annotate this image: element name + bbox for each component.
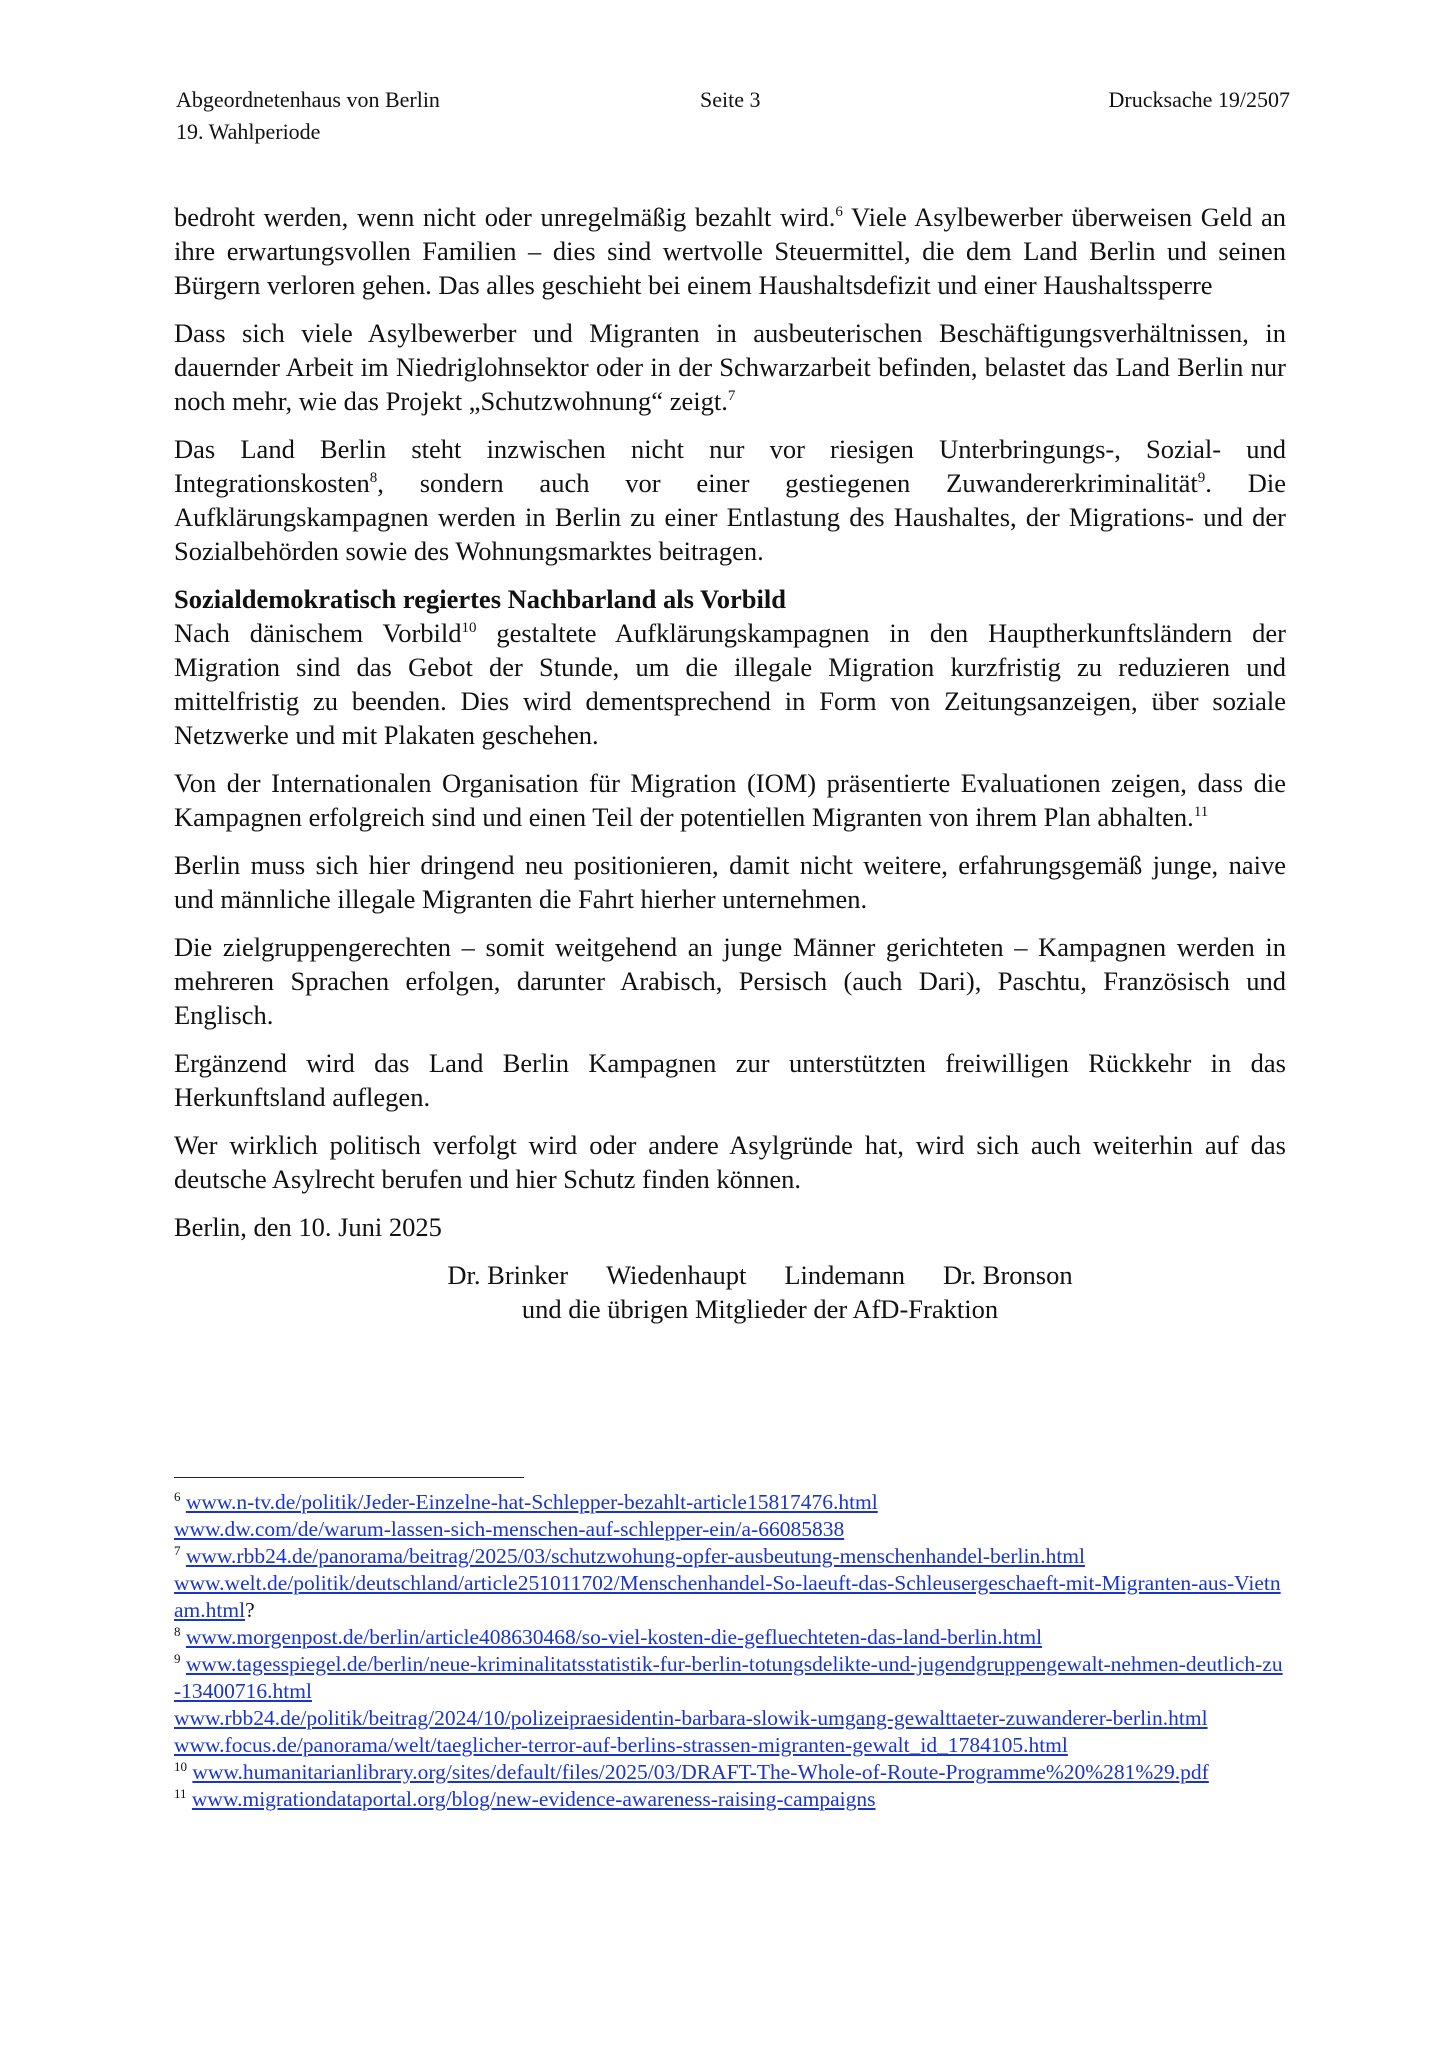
footnote-number: 9 [174,1650,181,1666]
footnote-link[interactable]: www.rbb24.de/panorama/beitrag/2025/03/schutzwohung-opfer-ausbeutung-menschenhandel-berlin.html [185,1544,1086,1568]
footnote-ref-11[interactable]: 11 [1193,804,1209,821]
footnote-number: 6 [174,1488,181,1504]
header-period: 19. Wahlperiode [176,119,321,144]
paragraph-1: bedroht werden, wenn nicht oder unregelmäßig bezahlt wird.$^6$ Viele Asylbewerber überweisen Geld an ihre erwartungsvollen Familien – dies sind wertvolle Steuermittel, die dem Land Berlin und seinen Bürgern verloren gehen. Das alles geschieht bei einem Haushaltsdefizit und einer Haushaltssperre [174,202,1286,300]
footnote-link[interactable]: www.welt.de/politik/deutschland/article251011702/Menschenhandel-So-laeuft-das-Schleusergeschaeft-mit-Migranten-aus-Vietnam.html [174,1571,1281,1622]
signatory-1: Dr. Brinker [447,1260,569,1290]
footnote-number: 7 [174,1542,181,1558]
paragraph-2: Dass sich viele Asylbewerber und Migranten in ausbeuterischen Beschäftigungsverhältnissen, in dauernder Arbeit im Niedriglohnsektor oder in der Schwarzarbeit befinden, belastet das Land Berlin nur noch mehr, wie das Projekt „Schutzwohnung“ zeigt.$^7$ [174,318,1286,416]
paragraph-5: Von der Internationalen Organisation für Migration (IOM) präsentierte Evaluationen zeigen, dass die Kampagnen erfolgreich sind und einen Teil der potentiellen Migranten von ihrem Plan abhalten.$^{11}$ [174,768,1286,832]
place-and-date: Berlin, den 10. Juni 2025 [174,1212,442,1242]
header-page-number: Seite 3 [700,87,761,112]
footnote-ref-9[interactable]: 9 [1197,470,1206,487]
footnote-ref-10[interactable]: 10 [461,620,477,637]
footnote-number: 8 [174,1623,181,1639]
footnote-link[interactable]: www.tagesspiegel.de/berlin/neue-kriminalitatsstatistik-fur-berlin-totungsdelikte-und-jugendgruppengewalt-nehmen-deutlich-zu-13400716.html [174,1652,1283,1703]
footnote-number: 10 [174,1758,187,1774]
footnote-trailing-text: ? [245,1598,255,1622]
footnote-link[interactable]: www.rbb24.de/politik/beitrag/2024/10/polizeipraesidentin-barbara-slowik-umgang-gewalttaeter-zuwanderer-berlin.html [174,1706,1208,1730]
paragraph-9: Wer wirklich politisch verfolgt wird oder andere Asylgründe hat, wird sich auch weiterhin auf das deutsche Asylrecht berufen und hier Schutz finden können. [174,1130,1286,1194]
header-document-number: Drucksache 19/2507 [1108,87,1290,112]
footnote-ref-7[interactable]: 7 [727,388,736,405]
footnote-11 [174,1786,1286,1813]
signatory-names [234,1258,1286,1292]
footnote-link[interactable]: www.migrationdataportal.org/blog/new-evidence-awareness-raising-campaigns [191,1787,876,1811]
paragraph-4: Nach dänischem Vorbild$^{10}$ gestaltete Aufklärungskampagnen in den Hauptherkunftsländern der Migration sind das Gebot der Stunde, um die illegale Migration kurzfristig zu reduzieren und mittelfristig zu beenden. Dies wird dementsprechend in Form von Zeitungsanzeigen, über soziale Netzwerke und mit Plakaten geschehen. [174,618,1286,750]
signatory-4: Dr. Bronson [943,1260,1073,1290]
footnote-6 [174,1489,1286,1543]
signatory-3: Lindemann [784,1260,906,1290]
footnote-link[interactable]: www.focus.de/panorama/welt/taeglicher-terror-auf-berlins-strassen-migranten-gewalt_id_1784105.html [174,1733,1068,1757]
document-body [174,200,1286,1326]
footnote-separator [174,1477,524,1478]
paragraph-7: Die zielgruppengerechten – somit weitgehend an junge Männer gerichteten – Kampagnen werden in mehreren Sprachen erfolgen, darunter Arabisch, Persisch (auch Dari), Paschtu, Französisch und Englisch. [174,932,1286,1030]
footnote-link[interactable]: www.dw.com/de/warum-lassen-sich-menschen-auf-schlepper-ein/a-66085838 [174,1517,845,1541]
footnote-ref-6[interactable]: 6 [835,204,843,221]
signature-block [174,1258,1286,1326]
paragraph-6: Berlin muss sich hier dringend neu positionieren, damit nicht weitere, erfahrungsgemäß junge, naive und männliche illegale Migranten die Fahrt hierher unternehmen. [174,850,1286,914]
paragraph-3: Das Land Berlin steht inzwischen nicht nur vor riesigen Unterbringungs-, Sozial- und Integrationskosten$^8$, sondern auch vor einer gestiegenen Zuwandererkriminalität$^9$. Die Aufklärungskampagnen werden in Berlin zu einer Entlastung des Haushaltes, der Migrations- und der Sozialbehörden sowie des Wohnungsmarktes beitragen. [174,434,1286,566]
footnote-ref-8[interactable]: 8 [369,470,378,487]
footnote-number: 11 [174,1785,187,1801]
footnotes [174,1489,1286,1813]
paragraph-8: Ergänzend wird das Land Berlin Kampagnen zur unterstützten freiwilligen Rückkehr in das Herkunftsland auflegen. [174,1048,1286,1112]
footnote-link[interactable]: www.humanitarianlibrary.org/sites/default/files/2025/03/DRAFT-The-Whole-of-Route-Programme%20%281%29.pdf [192,1760,1209,1784]
footnote-10 [174,1759,1286,1786]
footnote-7 [174,1543,1286,1624]
footnote-9 [174,1651,1286,1759]
section-heading: Sozialdemokratisch regiertes Nachbarland als Vorbild [174,584,786,614]
footnote-8 [174,1624,1286,1651]
header-left [176,84,440,148]
signatory-2: Wiedenhaupt [606,1260,747,1290]
header-institution: Abgeordnetenhaus von Berlin [176,87,440,112]
footnote-link[interactable]: www.morgenpost.de/berlin/article408630468/so-viel-kosten-die-gefluechteten-das-land-berlin.html [185,1625,1043,1649]
signature-subline: und die übrigen Mitglieder der AfD-Fraktion [521,1294,999,1324]
footnote-link[interactable]: www.n-tv.de/politik/Jeder-Einzelne-hat-Schlepper-bezahlt-article15817476.html [185,1490,878,1514]
